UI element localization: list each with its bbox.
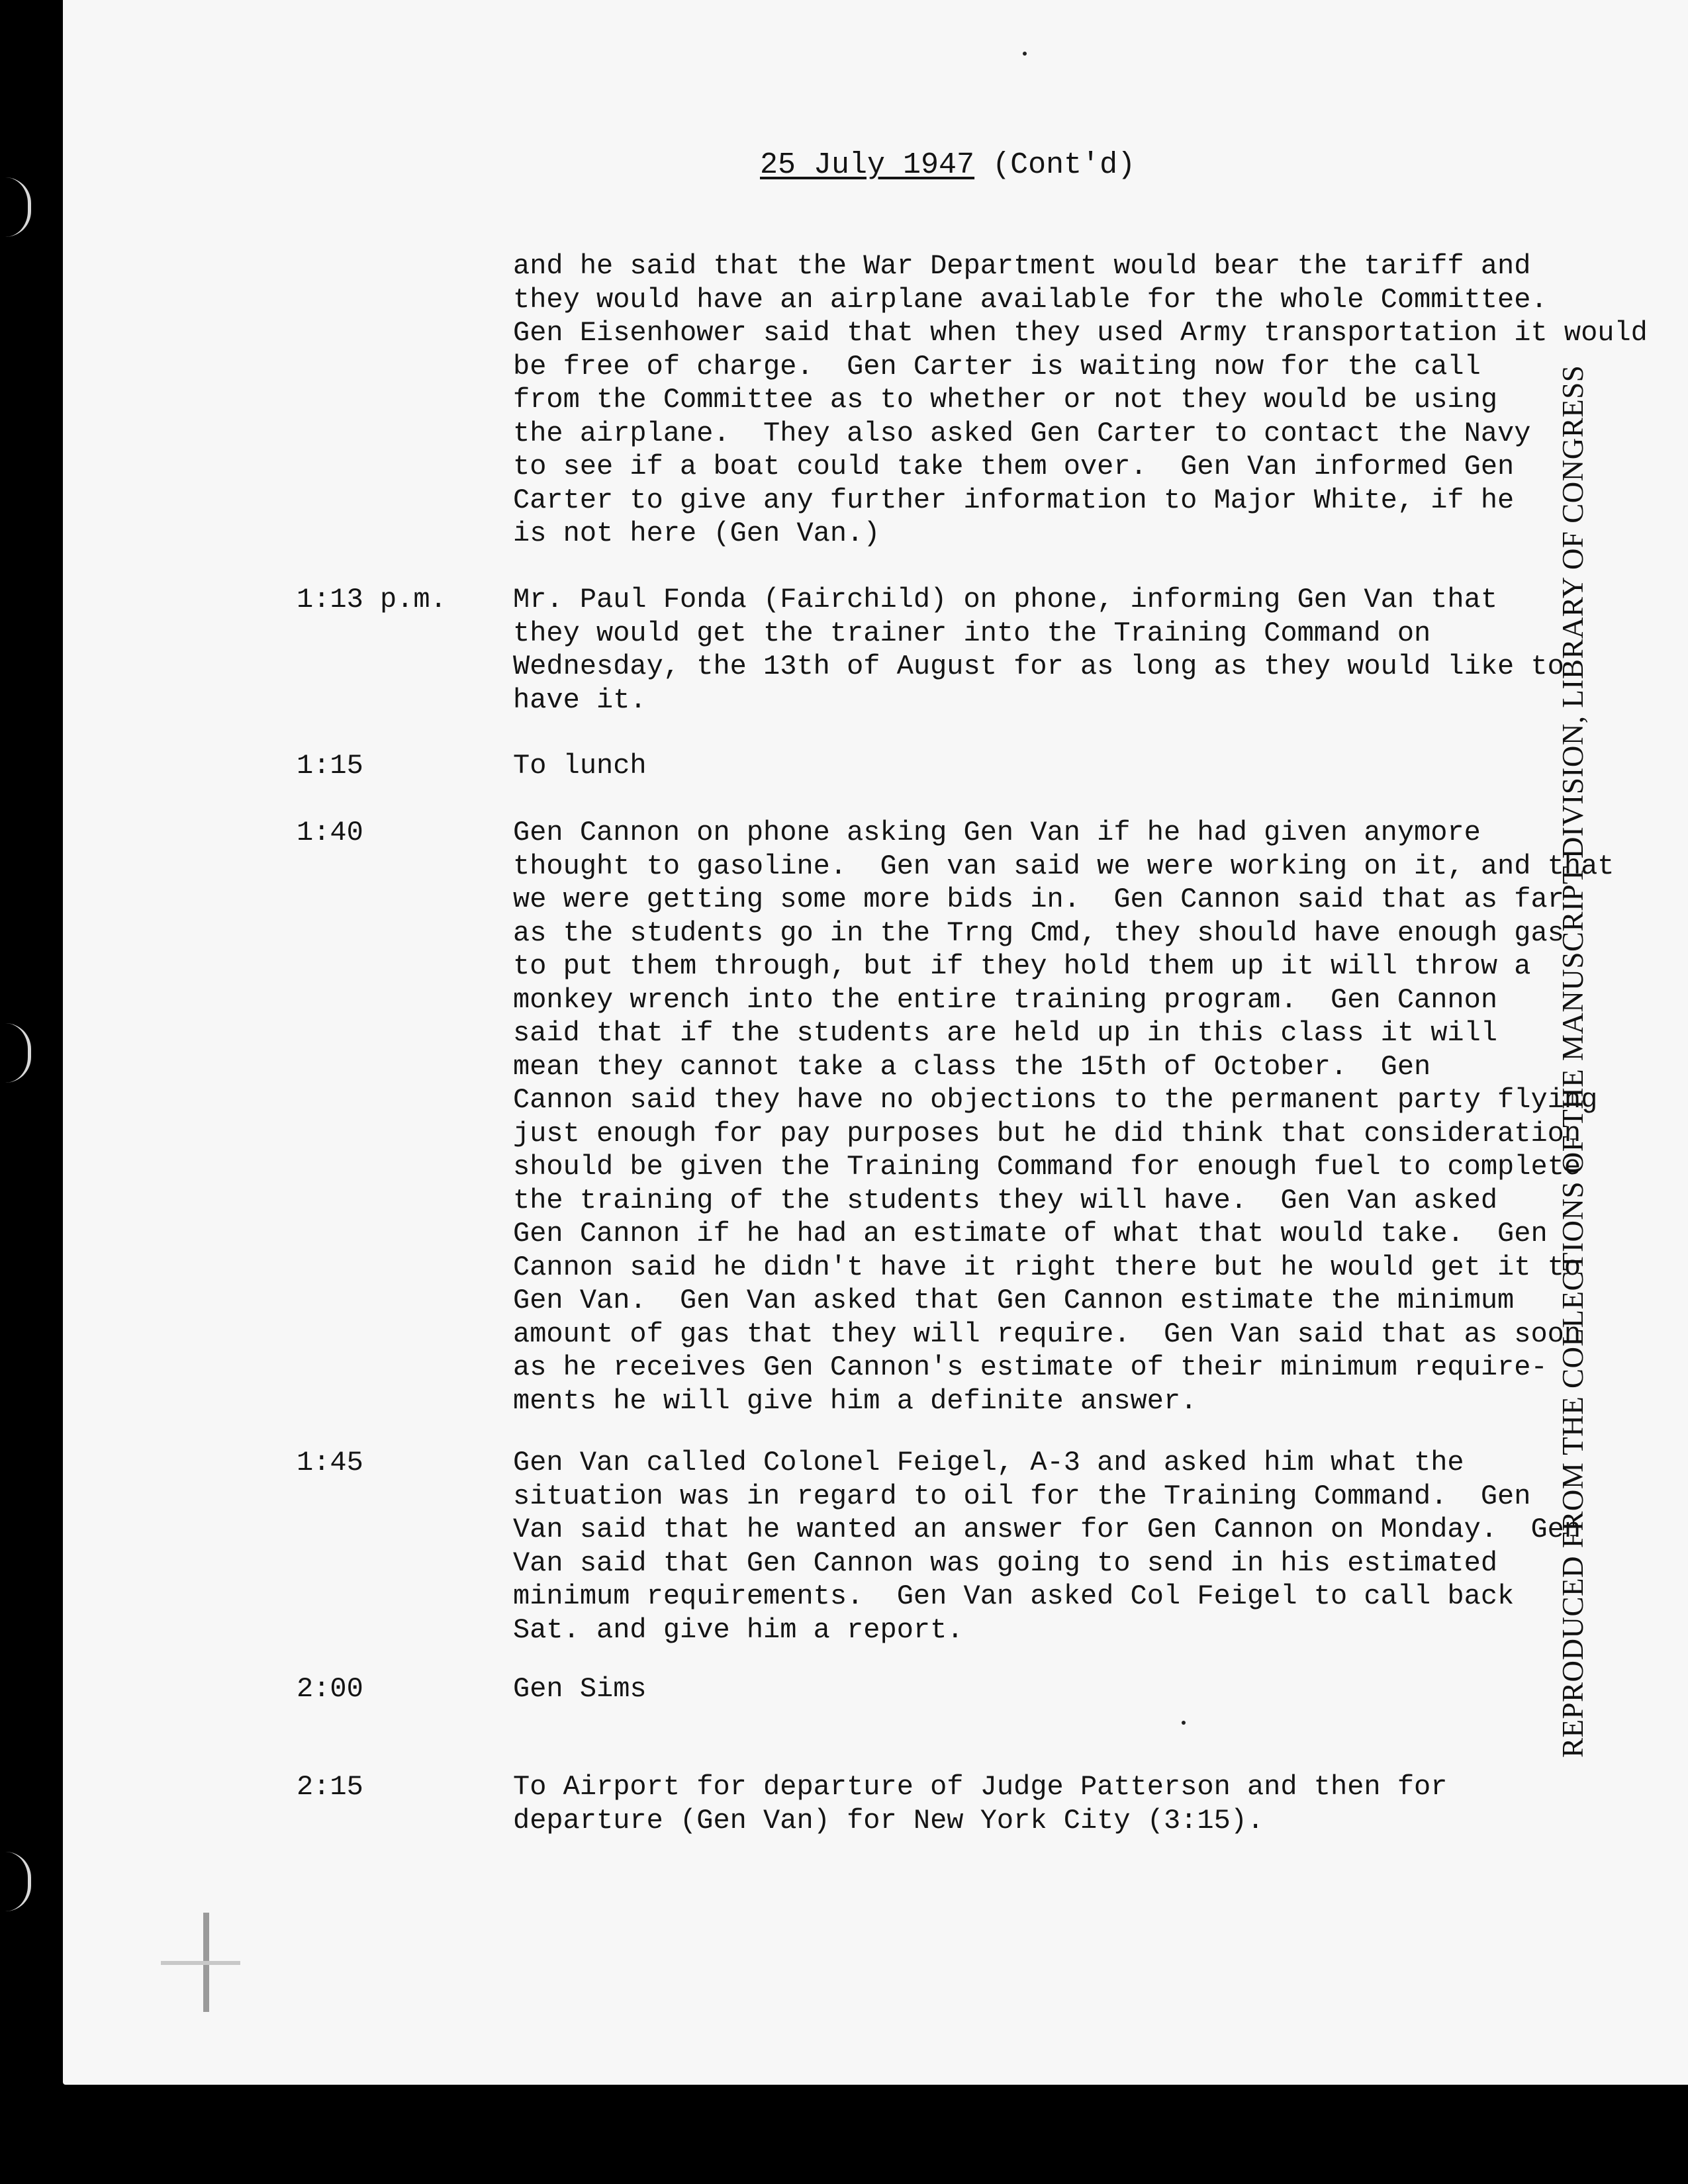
entry-text: and he said that the War Department would bear the tariff and they would have an airplane available for the whole Committee. Gen Eisenhower said that when they used Army transportation it be free of charge. Gen Carter is waiting now for the call from the Committee as to whether or not they would be using the airplane. They also asked Gen Carter to contact the Navy to see if a boat could take them over. Gen Van informed Gen Carter to give any further information to Major White, if he is not here (Gen Van.) xyxy=(513,250,1548,549)
entry-time: 2:15 xyxy=(297,1771,363,1803)
page-header xyxy=(760,147,1135,184)
entry-time: 2:00 xyxy=(297,1673,363,1705)
binder-hole xyxy=(5,177,31,237)
entry-time: 1:13 p.m. xyxy=(297,584,447,615)
entry-text: Gen Sims xyxy=(513,1673,647,1705)
paper-speck xyxy=(1023,52,1027,56)
paper-speck xyxy=(1182,1721,1186,1725)
entry-time: 1:40 xyxy=(297,817,363,848)
entry-text: Mr. Paul Fonda (Fairchild) on phone, informing Gen Van that they would get the trainer into the Training Command on Wednesday, the 13th of August for as long as they would like to have it. xyxy=(513,584,1564,716)
entry-text: Gen Van called Colonel Feigel, A-3 and asked him what the situation was in regard to oil for the Training Command. Gen Van said that he wanted an answer for Gen Cannon on Monday. Gen Van said that Gen Cannon was going to send in his estimated minimum requirements. Gen Van asked Col Feigel to call back Sat. and give him a report. xyxy=(513,1447,1581,1646)
entry-time: 1:15 xyxy=(297,750,363,782)
scan-mark xyxy=(161,1961,240,1965)
entry-text: Gen Cannon on phone asking Gen Van if he had given anymore thought to gasoline. Gen van said we were working on it, and that we were getting some more bids in. Gen Cannon said that as far as the students go in the Trng Cmd, they should have enough gas to put them through, but if they hold them up it will throw a monkey wrench into the entire training program. Gen Cannon said that if the students are held up in this class it will mean they cannot take a class the 15th of October. Gen Cannon said they have no objections to the permanent party flying just enough for pay purposes but he did think that consideration should be given the Training Command for enough fuel to complete the training of the students they will have. Gen Van asked Gen Cannon if he had an estimate of what that would take. Gen Cannon said he didn't have it right there but he would get it to Gen Van. Gen Van asked that Gen Cannon estimate the minimum amount of gas that they will require. Gen Van said that as soon as he receives Gen Cannon's estimate of their minimum require- ments he will give him a definite answer. xyxy=(513,817,1615,1417)
binder-hole xyxy=(5,1852,31,1911)
header-date: 25 July 1947 xyxy=(760,148,975,182)
header-continued: (Cont'd) xyxy=(992,148,1136,182)
binder-hole xyxy=(5,1023,31,1083)
entry-text: To Airport for departure of Judge Patterson and then for departure (Gen Van) for New York City (3:15). xyxy=(513,1771,1448,1837)
entry-text: To lunch xyxy=(513,750,647,782)
entry-time: 1:45 xyxy=(297,1447,363,1479)
reproduction-stamp: REPRODUCED FROM THE COLLECTIONS OF THE MANUSCRIPT DIVISION, LIBRARY OF CONGRESS xyxy=(1556,365,1589,1758)
